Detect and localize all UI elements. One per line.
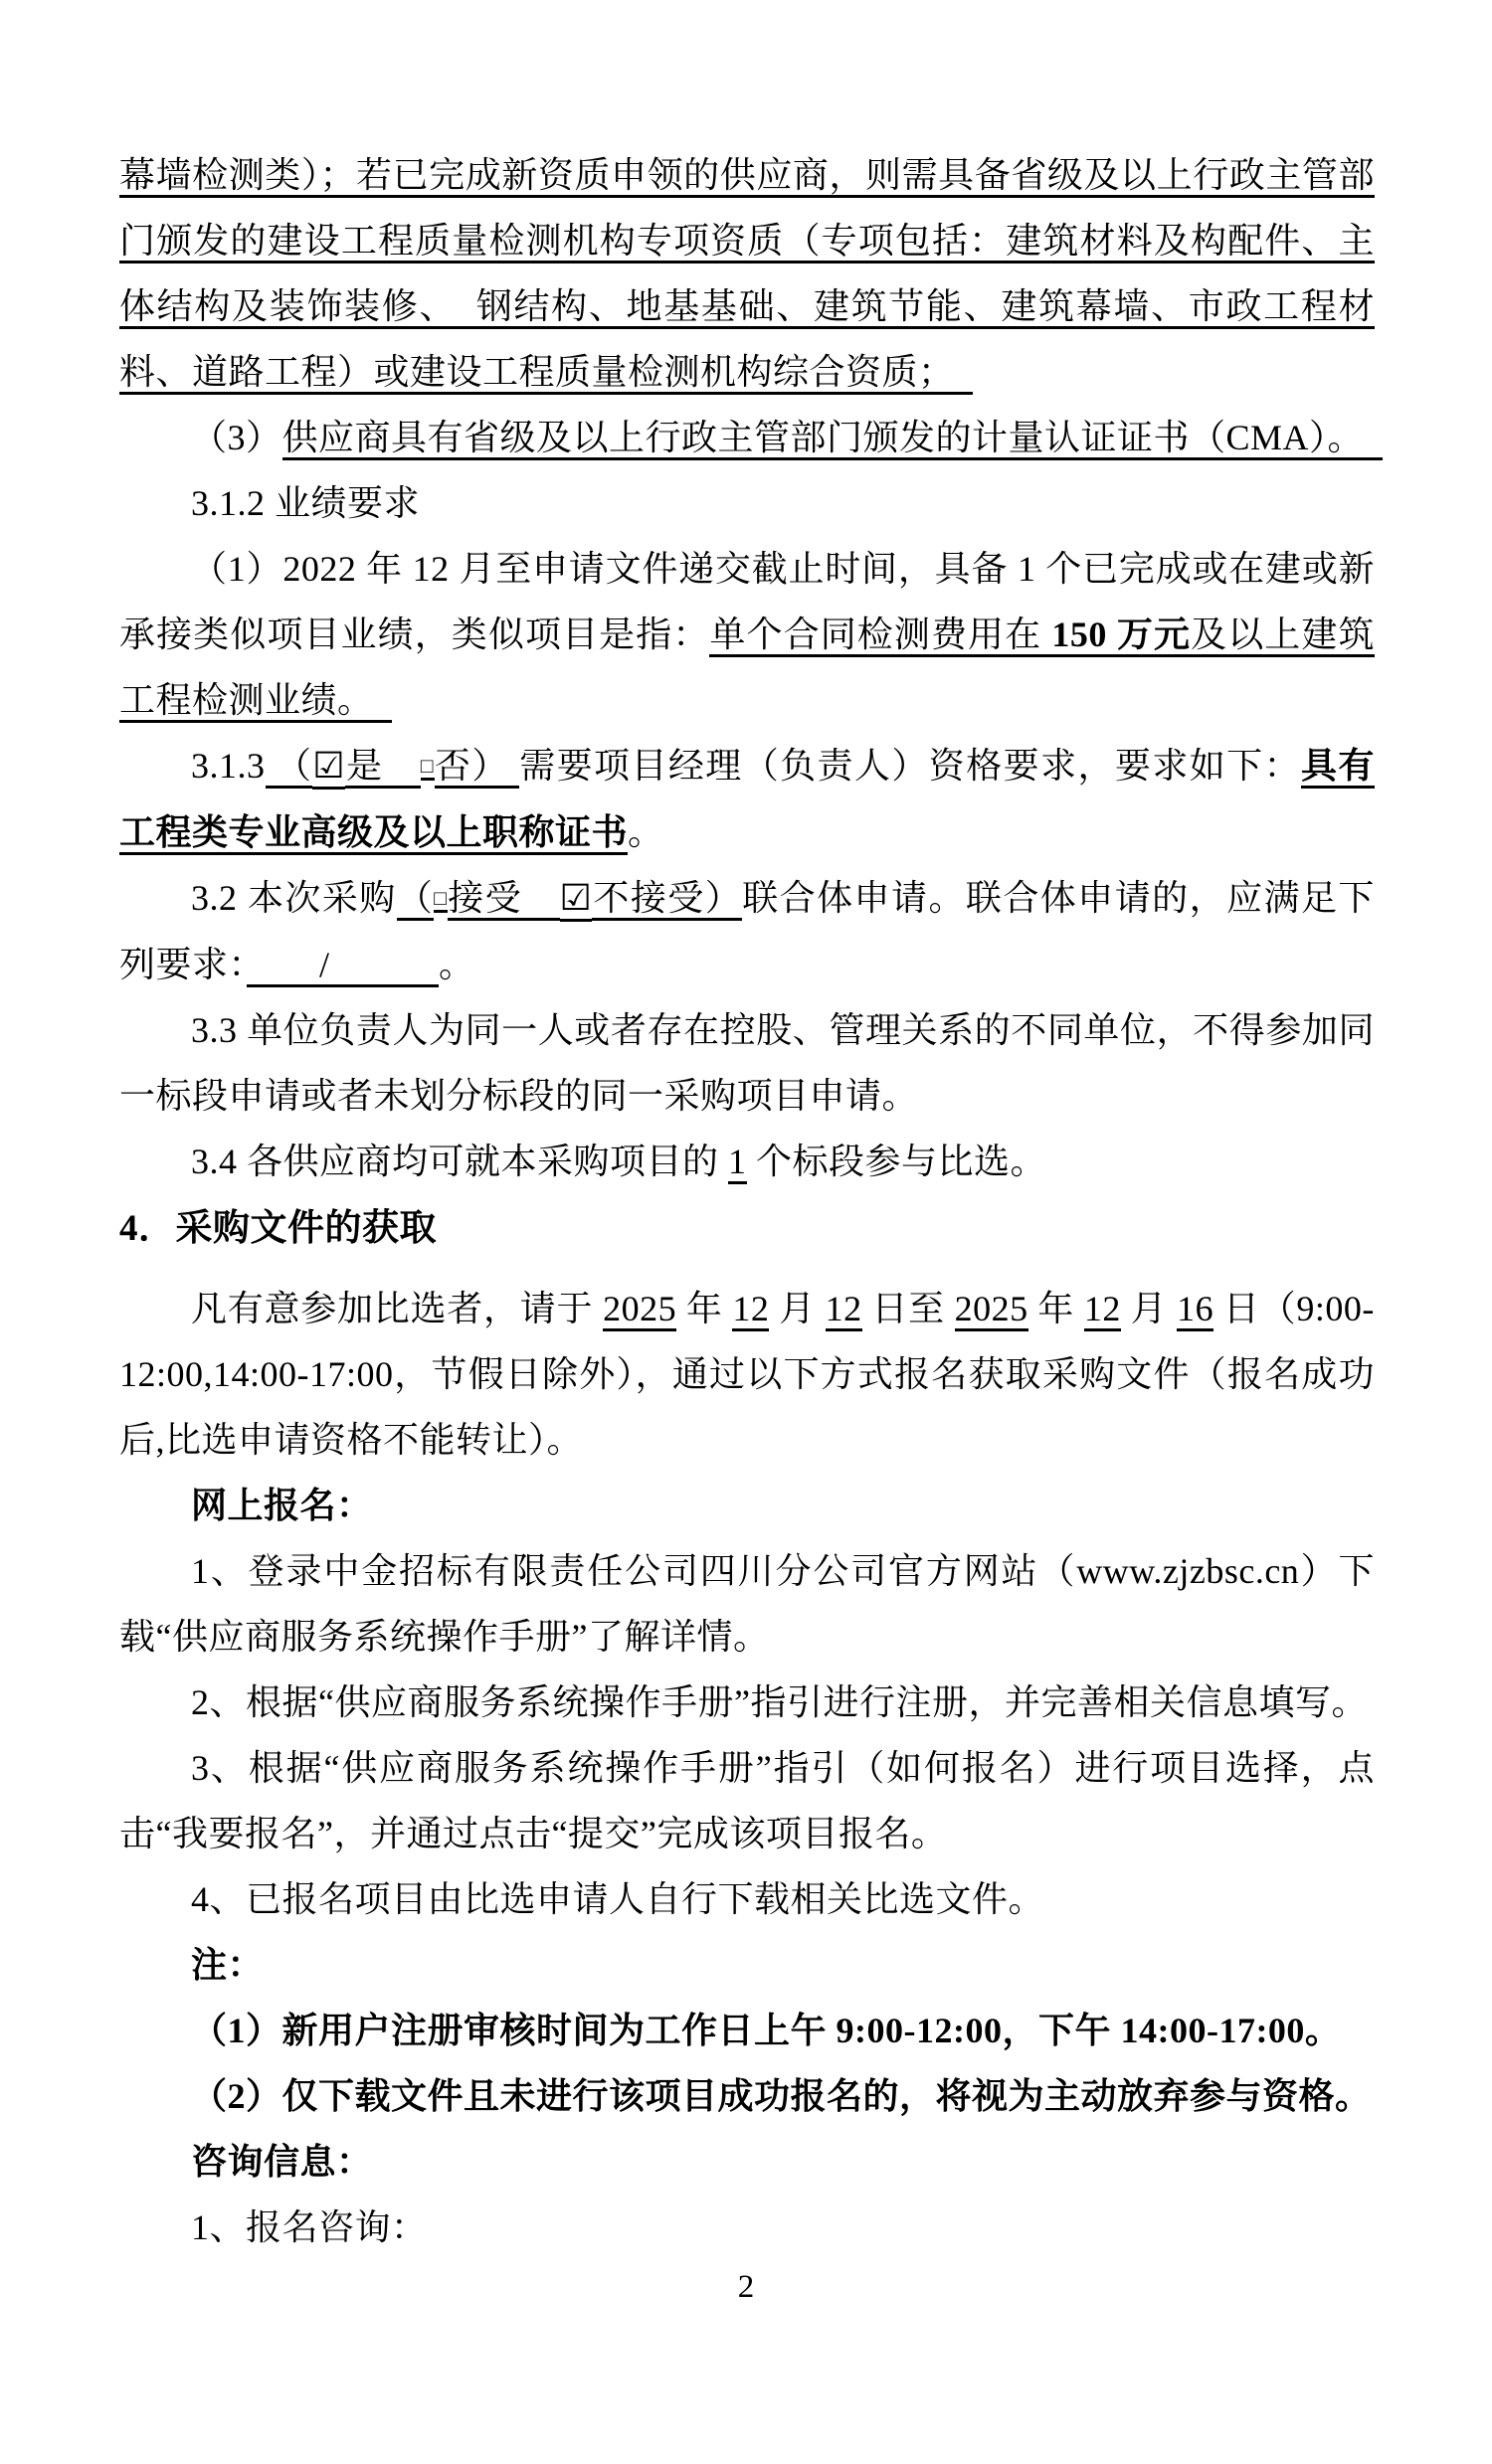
text-segment: 4．采购文件的获取: [119, 1208, 437, 1249]
para-consult-info-title: [119, 2129, 1375, 2195]
para-registration-period: [119, 1276, 1375, 1473]
para-3-1-3: [119, 733, 1375, 865]
text-segment: 4、已报名项目由比选申请人自行下载相关比选文件。: [191, 1879, 1045, 1919]
text-segment: 16: [1177, 1289, 1213, 1331]
text-segment: 网上报名：: [191, 1486, 373, 1525]
text-segment: （3）: [191, 418, 282, 457]
text-segment: 接受: [448, 878, 559, 921]
document-body: [119, 142, 1383, 2260]
para-consult-1: [119, 2195, 1375, 2260]
text-segment: 3.4 各供应商均可就本采购项目的: [191, 1142, 729, 1181]
text-segment: 2、根据“供应商服务系统操作手册”指引进行注册，并完善相关信息填写。: [191, 1682, 1368, 1722]
text-segment: 供应商具有省级及以上行政主管部门颁发的计量认证证书（CMA）。: [282, 418, 1383, 460]
text-segment: 月: [1120, 1289, 1178, 1328]
page-number: 2: [737, 2269, 755, 2305]
text-segment: 3.2 本次采购: [191, 878, 397, 918]
text-segment: 个标段参与比选。: [746, 1142, 1047, 1181]
text-segment: 。: [439, 945, 475, 984]
text-segment: 不接受）: [592, 878, 742, 921]
text-segment: 3.1.3: [191, 746, 266, 786]
text-segment: 12: [1084, 1289, 1121, 1331]
para-3-1-2-title: [119, 470, 1375, 536]
text-segment: 3、根据“供应商服务系统操作手册”指引（如何报名）进行项目选择，点击“我要报名”，并通过点击“提交”完成该项目报名。: [119, 1748, 1375, 1853]
text-segment: 1: [728, 1142, 747, 1184]
text-segment: 12: [826, 1289, 862, 1331]
checkbox-unchecked-accept: □: [434, 886, 448, 913]
text-segment: 具有工程类专业高级及以上职称证书: [119, 746, 1375, 855]
text-segment: 否）: [435, 746, 519, 789]
text-segment: 凡有意参加比选者，请于: [191, 1289, 604, 1328]
para-online-step-2: [119, 1670, 1375, 1735]
para-3-2-consortium: [119, 865, 1375, 997]
para-item-3-cma: [119, 405, 1383, 470]
text-segment: 。: [628, 812, 664, 852]
para-online-registration-title: [119, 1473, 1375, 1538]
para-note-title: [119, 1932, 1375, 1998]
text-segment: 150 万元: [1051, 615, 1191, 657]
checkbox-checked-reject: ☑: [560, 878, 593, 922]
text-segment: 2025: [603, 1289, 676, 1331]
checkbox-checked-yes: ☑: [312, 746, 345, 790]
text-segment: 月: [769, 1289, 826, 1328]
para-3-3: [119, 997, 1375, 1129]
text-segment: （: [397, 878, 434, 921]
text-segment: 1、登录中金招标有限责任公司四川分公司官方网站（www.zjzbsc.cn）下载“供应商服务系统操作手册”了解详情。: [119, 1551, 1375, 1657]
para-online-step-1: [119, 1538, 1375, 1670]
text-segment: （: [266, 746, 313, 789]
text-segment: 年: [1027, 1289, 1084, 1328]
heading-section-4: [119, 1196, 1375, 1262]
para-online-step-3: [119, 1735, 1375, 1866]
para-note-2: [119, 2063, 1375, 2129]
text-segment: 年: [676, 1289, 733, 1328]
text-segment: 3.3 单位负责人为同一人或者存在控股、管理关系的不同单位，不得参加同一标段申请或者未划分标段的同一采购项目申请。: [119, 1010, 1375, 1116]
text-segment: （1）2022 年 12 月至申请文件递交截止时间，具备 1 个已完成或在建或新承接类似项目业绩，类似项目是指：: [119, 549, 1375, 654]
text-segment: 幕墙检测类）；若已完成新资质申领的供应商，则需具备省级及以上行政主管部门颁发的建设工程质量检测机构专项资质（专项包括：建筑材料及构配件、主体结构及装饰装修、 钢结构、地基基础、建筑节能、建筑幕墙、市政工程材料、道路工程）或建设工程质量检测机构综合资质；: [119, 155, 1375, 395]
blank-slash-field: /: [247, 945, 439, 987]
text-segment: 2025: [955, 1289, 1028, 1331]
text-segment: 日至: [861, 1289, 955, 1328]
text-segment: 及以上建筑工程检测业绩。: [119, 615, 1375, 723]
text-segment: 日（9:00-12:00,14:00-17:00，节假日除外），通过以下方式报名获取采购文件（报名成功后,比选申请资格不能转让）。: [119, 1289, 1375, 1460]
text-segment: 咨询信息：: [191, 2142, 373, 2182]
para-online-step-4: [119, 1866, 1375, 1932]
text-segment: 单个合同检测费用在: [709, 615, 1051, 657]
text-segment: （1）新用户注册审核时间为工作日上午 9:00-12:00，下午 14:00-17:00。: [191, 2011, 1342, 2050]
checkbox-unchecked-no: □: [421, 754, 435, 781]
para-3-4: [119, 1129, 1375, 1194]
para-3-1-2-item-1: [119, 536, 1375, 733]
text-segment: （2）仅下载文件且未进行该项目成功报名的，将视为主动放弃参与资格。: [191, 2076, 1372, 2116]
text-segment: 1、报名咨询：: [191, 2207, 428, 2247]
text-segment: 需要项目经理（负责人）资格要求，要求如下：: [519, 746, 1302, 786]
para-qualification-continued: [119, 142, 1375, 405]
text-segment: 是: [345, 746, 421, 789]
para-note-1: [119, 1998, 1375, 2063]
text-segment: 3.1.2 业绩要求: [191, 483, 421, 523]
text-segment: 注：: [191, 1945, 265, 1985]
text-segment: 12: [732, 1289, 769, 1331]
text-segment: 联合体申请。联合体申请的，应满足下列要求：: [119, 878, 1375, 984]
